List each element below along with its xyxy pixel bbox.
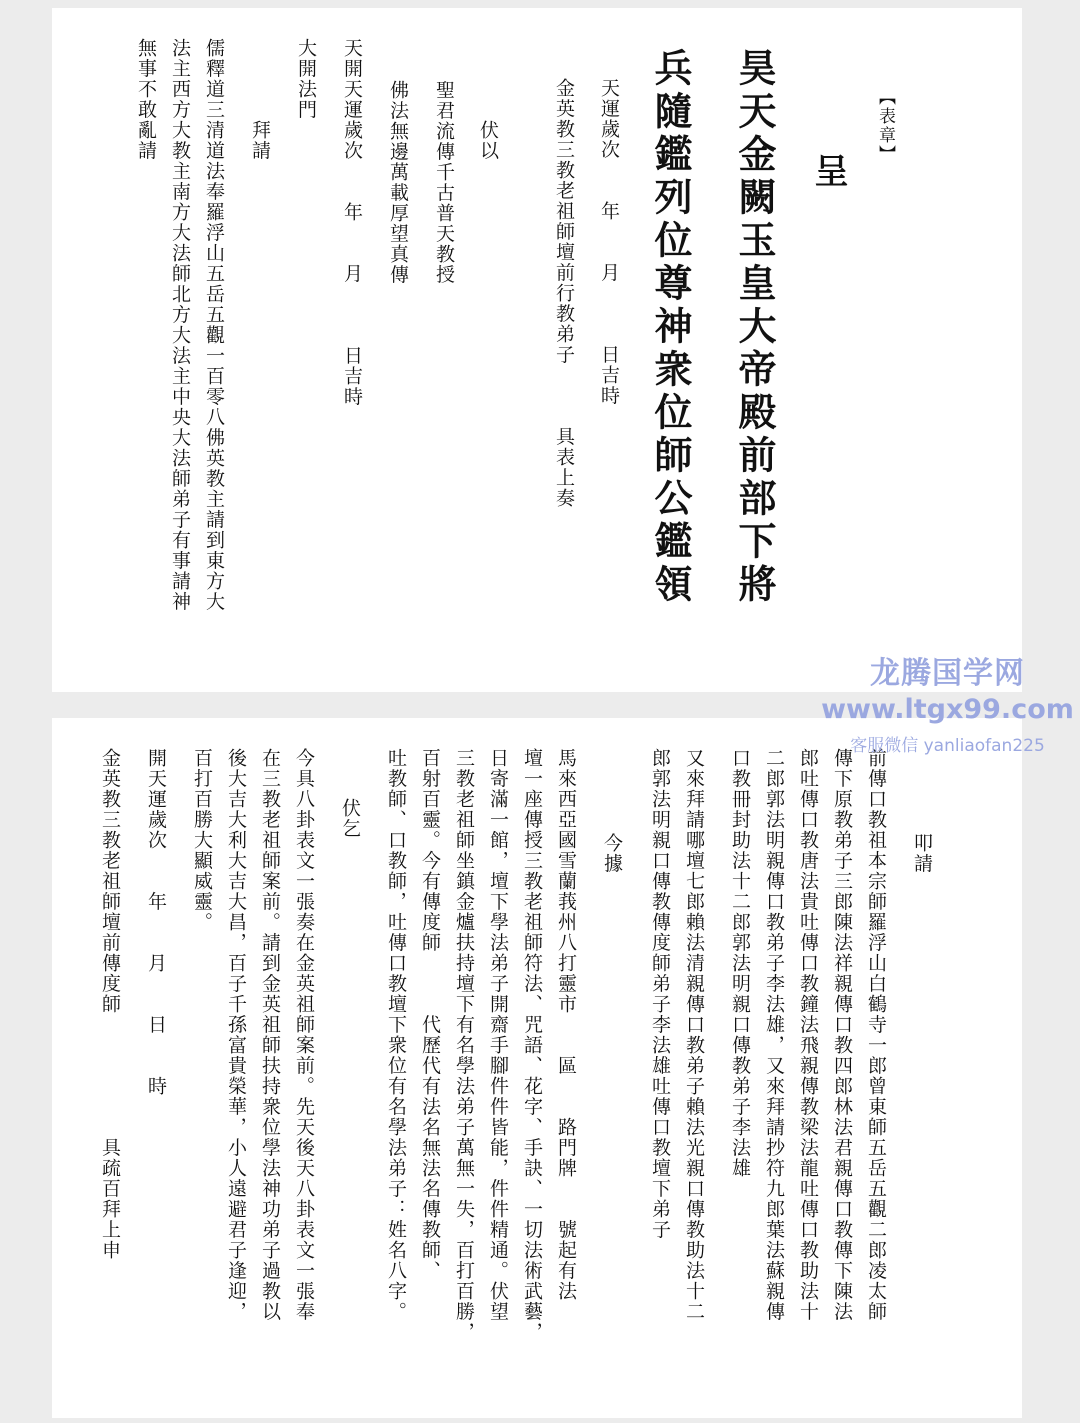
sender-line: 金英教三教老祖師壇前行教弟子 具表上奏 xyxy=(553,78,575,509)
body-line-6: 又來拜請哪壇七郎賴法清親傳口教弟子賴法光親口傳教助法十二 xyxy=(683,748,705,1322)
line-rushi: 儒釋道三清道法奉羅浮山五岳五觀一百零八佛英教主請到東方大 xyxy=(203,38,225,612)
body-line-5: 口教冊封助法十二郎郭法明親口傳教弟子李法雄 xyxy=(729,748,751,1179)
line-shengjun: 聖君流傳千古普天教授 xyxy=(433,80,455,285)
body-line-18: 開天運歲次 年 月 日 時 xyxy=(145,748,167,1097)
body-line-11: 三教老祖師坐鎮金爐扶持壇下有名學法弟子萬無一失，百打百勝， xyxy=(453,748,475,1343)
body-line-19: 金英教三教老祖師壇前傳度師 具疏百拜上申 xyxy=(99,748,121,1261)
body-line-8: 馬來西亞國雪蘭莪州八打靈市 區 路門牌 號起有法 xyxy=(555,748,577,1302)
date-line: 天運歲次 年 月 日吉時 xyxy=(598,78,620,406)
header-tag: 【表章】 xyxy=(875,88,895,164)
line-dakai: 大開法門 xyxy=(295,38,317,120)
body-line-16: 後大吉大利大吉大昌，百子千孫富貴榮華，小人遠避君子逢迎， xyxy=(225,748,247,1322)
line-baiqing: 拜請 xyxy=(249,120,271,161)
jinju-text: 今據 xyxy=(601,833,623,874)
watermark-contact: 客服微信 yanliaofan225 xyxy=(850,736,1045,756)
body-line-2: 傳下原教弟子三郎陳法祥親傳口教四郎林法君親傳口教傳下陳法 xyxy=(831,748,853,1322)
document-page-top xyxy=(52,8,1022,692)
fuqi-text: 伏乞 xyxy=(339,798,361,839)
body-line-10: 日寄滿一館，壇下學法弟子開齋手腳件件皆能，件件精通。伏望 xyxy=(487,748,509,1322)
body-line-4: 二郎郭法明親傳口教弟子李法雄，又來拜請抄符九郎葉法蘇親傳 xyxy=(763,748,785,1322)
title-line-1: 昊天金闕玉皇大帝殿前部下將 xyxy=(732,48,777,607)
title-line-2: 兵隨鑑列位尊神衆位師公鑑領 xyxy=(648,48,693,607)
line-tiankai: 天開天運歲次 年 月 日吉時 xyxy=(341,38,363,407)
body-line-1: 前傳口教祖本宗師羅浮山白鶴寺一郎曾東師五岳五觀二郎凌太師 xyxy=(865,748,887,1322)
body-line-9: 壇一座傳授三教老祖師符法、咒語、花字、手訣、一切法術武藝， xyxy=(521,748,543,1343)
watermark-url: www.ltgx99.com xyxy=(821,694,1074,725)
line-wushi: 無事不敢亂請 xyxy=(135,38,157,161)
watermark-title: 龙腾国学网 xyxy=(870,656,1025,691)
document-page-bottom xyxy=(52,718,1022,1418)
body-line-17: 百打百勝大顯威靈。 xyxy=(191,748,213,933)
body-line-14: 今具八卦表文一張奏在金英祖師案前。先天後天八卦表文一張奉 xyxy=(293,748,315,1322)
body-line-13: 吐教師、口教師，吐傳口教壇下衆位有名學法弟子：姓名八字。 xyxy=(385,748,407,1322)
watermark xyxy=(820,648,1075,756)
fuyi-text: 伏以 xyxy=(477,120,499,161)
body-line-3: 郎吐傳口教唐法貴吐傳口教鐘法飛親傳教梁法龍吐傳口教助法十 xyxy=(797,748,819,1322)
present-char: 呈 xyxy=(808,153,848,193)
body-line-7: 郎郭法明親口傳教傳度師弟子李法雄吐傳口教壇下弟子 xyxy=(649,748,671,1240)
kouqing-text: 叩請 xyxy=(911,833,933,874)
body-line-15: 在三教老祖師案前。請到金英祖師扶持衆位學法神功弟子過教以 xyxy=(259,748,281,1322)
line-fofa: 佛法無邊萬載厚望真傳 xyxy=(387,80,409,285)
line-fazhu: 法主西方大教主南方大法師北方大法主中央大法師弟子有事請神 xyxy=(169,38,191,612)
body-line-12: 百射百靈。今有傳度師 代歷代有法名無法名傳教師、 xyxy=(419,748,441,1281)
